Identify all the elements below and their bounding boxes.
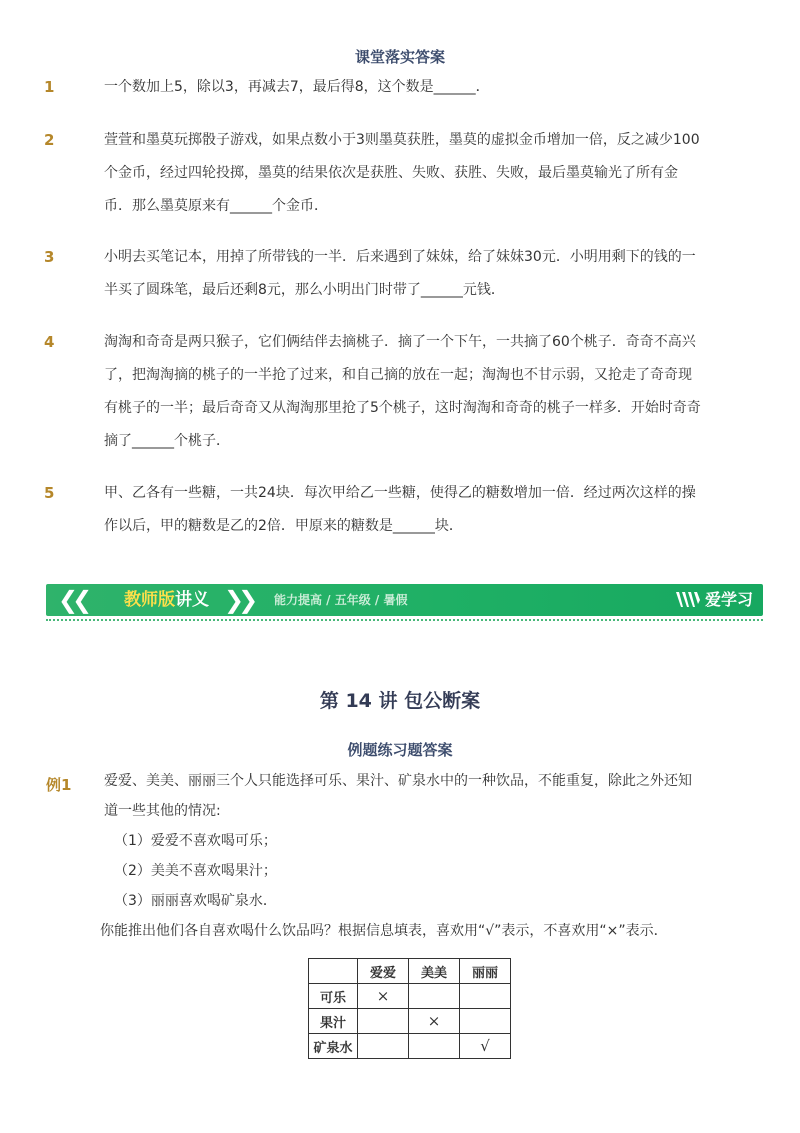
- chevron-left-icon: ❮❮: [58, 586, 87, 614]
- brand-text: 教师版: [124, 590, 175, 610]
- question-number: 1: [44, 78, 55, 96]
- table-cell: [358, 1034, 409, 1059]
- question-line: 了，把淘淘摘的桃子的一半抢了过来，和自己摘的放在一起；淘淘也不甘示弱，又抢走了奇奇现: [104, 367, 692, 383]
- table-header-row: [309, 959, 511, 984]
- table-row: [309, 1034, 511, 1059]
- page-banner: [46, 584, 763, 616]
- brand-logo: [675, 590, 753, 610]
- question-line: 半买了圆珠笔，最后还剩8元，那么小明出门时带了______元钱．: [104, 282, 505, 298]
- question-line: 淘淘和奇奇是两只猴子，它们俩结伴去摘桃子．摘了一个下午，一共摘了60个桃子．奇奇不高兴: [104, 334, 696, 350]
- condition-item: （1）爱爱不喜欢喝可乐；: [114, 833, 277, 849]
- table-cell: [409, 984, 460, 1009]
- example-line: 道一些其他的情况:: [104, 803, 221, 819]
- chevron-right-icon: ❯❯: [224, 586, 253, 614]
- logo-mark-icon: [675, 590, 701, 608]
- question-line: 摘了______个桃子．: [104, 433, 230, 449]
- table-row: [309, 984, 511, 1009]
- question-line: 一个数加上5，除以3，再减去7，最后得8，这个数是______．: [104, 79, 490, 95]
- table-header-cell: 丽丽: [460, 959, 511, 984]
- dotted-divider: [46, 619, 763, 621]
- table-header-cell: 美美: [409, 959, 460, 984]
- question-number: 4: [44, 333, 55, 351]
- logic-grid-table: [308, 958, 511, 1059]
- question-line: 甲、乙各有一些糖，一共24块．每次甲给乙一些糖，使得乙的糖数增加一倍．经过两次这样的操: [104, 485, 696, 501]
- table-header-cell: 爱爱: [358, 959, 409, 984]
- condition-item: （2）美美不喜欢喝果汁；: [114, 863, 277, 879]
- question-line: 币．那么墨莫原来有______个金币．: [104, 198, 328, 214]
- question-line: 小明去买笔记本，用掉了所带钱的一半．后来遇到了妹妹，给了妹妹30元．小明用剩下的钱的一: [104, 249, 696, 265]
- question-number: 3: [44, 248, 55, 266]
- banner-brand: [124, 590, 209, 610]
- question-line: 个金币，经过四轮投掷，墨莫的结果依次是获胜、失败、获胜、失败，最后墨莫输光了所有金: [104, 165, 678, 181]
- table-row: [309, 1009, 511, 1034]
- table-cell: [460, 1009, 511, 1034]
- table-cell: ×: [409, 1009, 460, 1034]
- table-cell: √: [460, 1034, 511, 1059]
- question-text: [104, 71, 719, 104]
- lecture-title: 第 14 讲 包公断案: [319, 690, 481, 712]
- example-line: 爱爱、美美、丽丽三个人只能选择可乐、果汁、矿泉水中的一种饮品，不能重复，除此之外还知: [104, 773, 692, 789]
- condition-item: （3）丽丽喜欢喝矿泉水．: [114, 893, 277, 909]
- question-number: 5: [44, 484, 55, 502]
- question-number: 2: [44, 131, 55, 149]
- question-line: 作以后，甲的糖数是乙的2倍．甲原来的糖数是______块．: [104, 518, 463, 534]
- table-cell: [460, 984, 511, 1009]
- question-text: [104, 124, 719, 223]
- example-label: 例1: [46, 776, 72, 794]
- table-cell: [358, 1009, 409, 1034]
- row-label: 矿泉水: [309, 1034, 358, 1059]
- row-label: 果汁: [309, 1009, 358, 1034]
- breadcrumb: 能力提高 / 五年级 / 暑假: [274, 593, 408, 607]
- example-heading: 例题练习题答案: [347, 741, 453, 759]
- question-text: [104, 326, 719, 458]
- table-cell: ×: [358, 984, 409, 1009]
- question-line: 萱萱和墨莫玩掷骰子游戏，如果点数小于3则墨莫获胜，墨莫的虚拟金币增加一倍，反之减少100: [104, 132, 700, 148]
- logo-text: 爱学习: [704, 590, 753, 609]
- example-text: [100, 766, 724, 946]
- table-header-cell: [309, 959, 358, 984]
- brand-text-highlight: 讲义: [175, 590, 209, 610]
- section-title: 课堂落实答案: [354, 48, 445, 66]
- question-text: [104, 477, 719, 543]
- example-question: 你能推出他们各自喜欢喝什么饮品吗？根据信息填表，喜欢用“√”表示，不喜欢用“×”表示．: [100, 923, 668, 939]
- row-label: 可乐: [309, 984, 358, 1009]
- table-cell: [409, 1034, 460, 1059]
- question-line: 有桃子的一半；最后奇奇又从淘淘那里抢了5个桃子，这时淘淘和奇奇的桃子一样多．开始时奇奇: [104, 400, 701, 416]
- question-text: [104, 241, 719, 307]
